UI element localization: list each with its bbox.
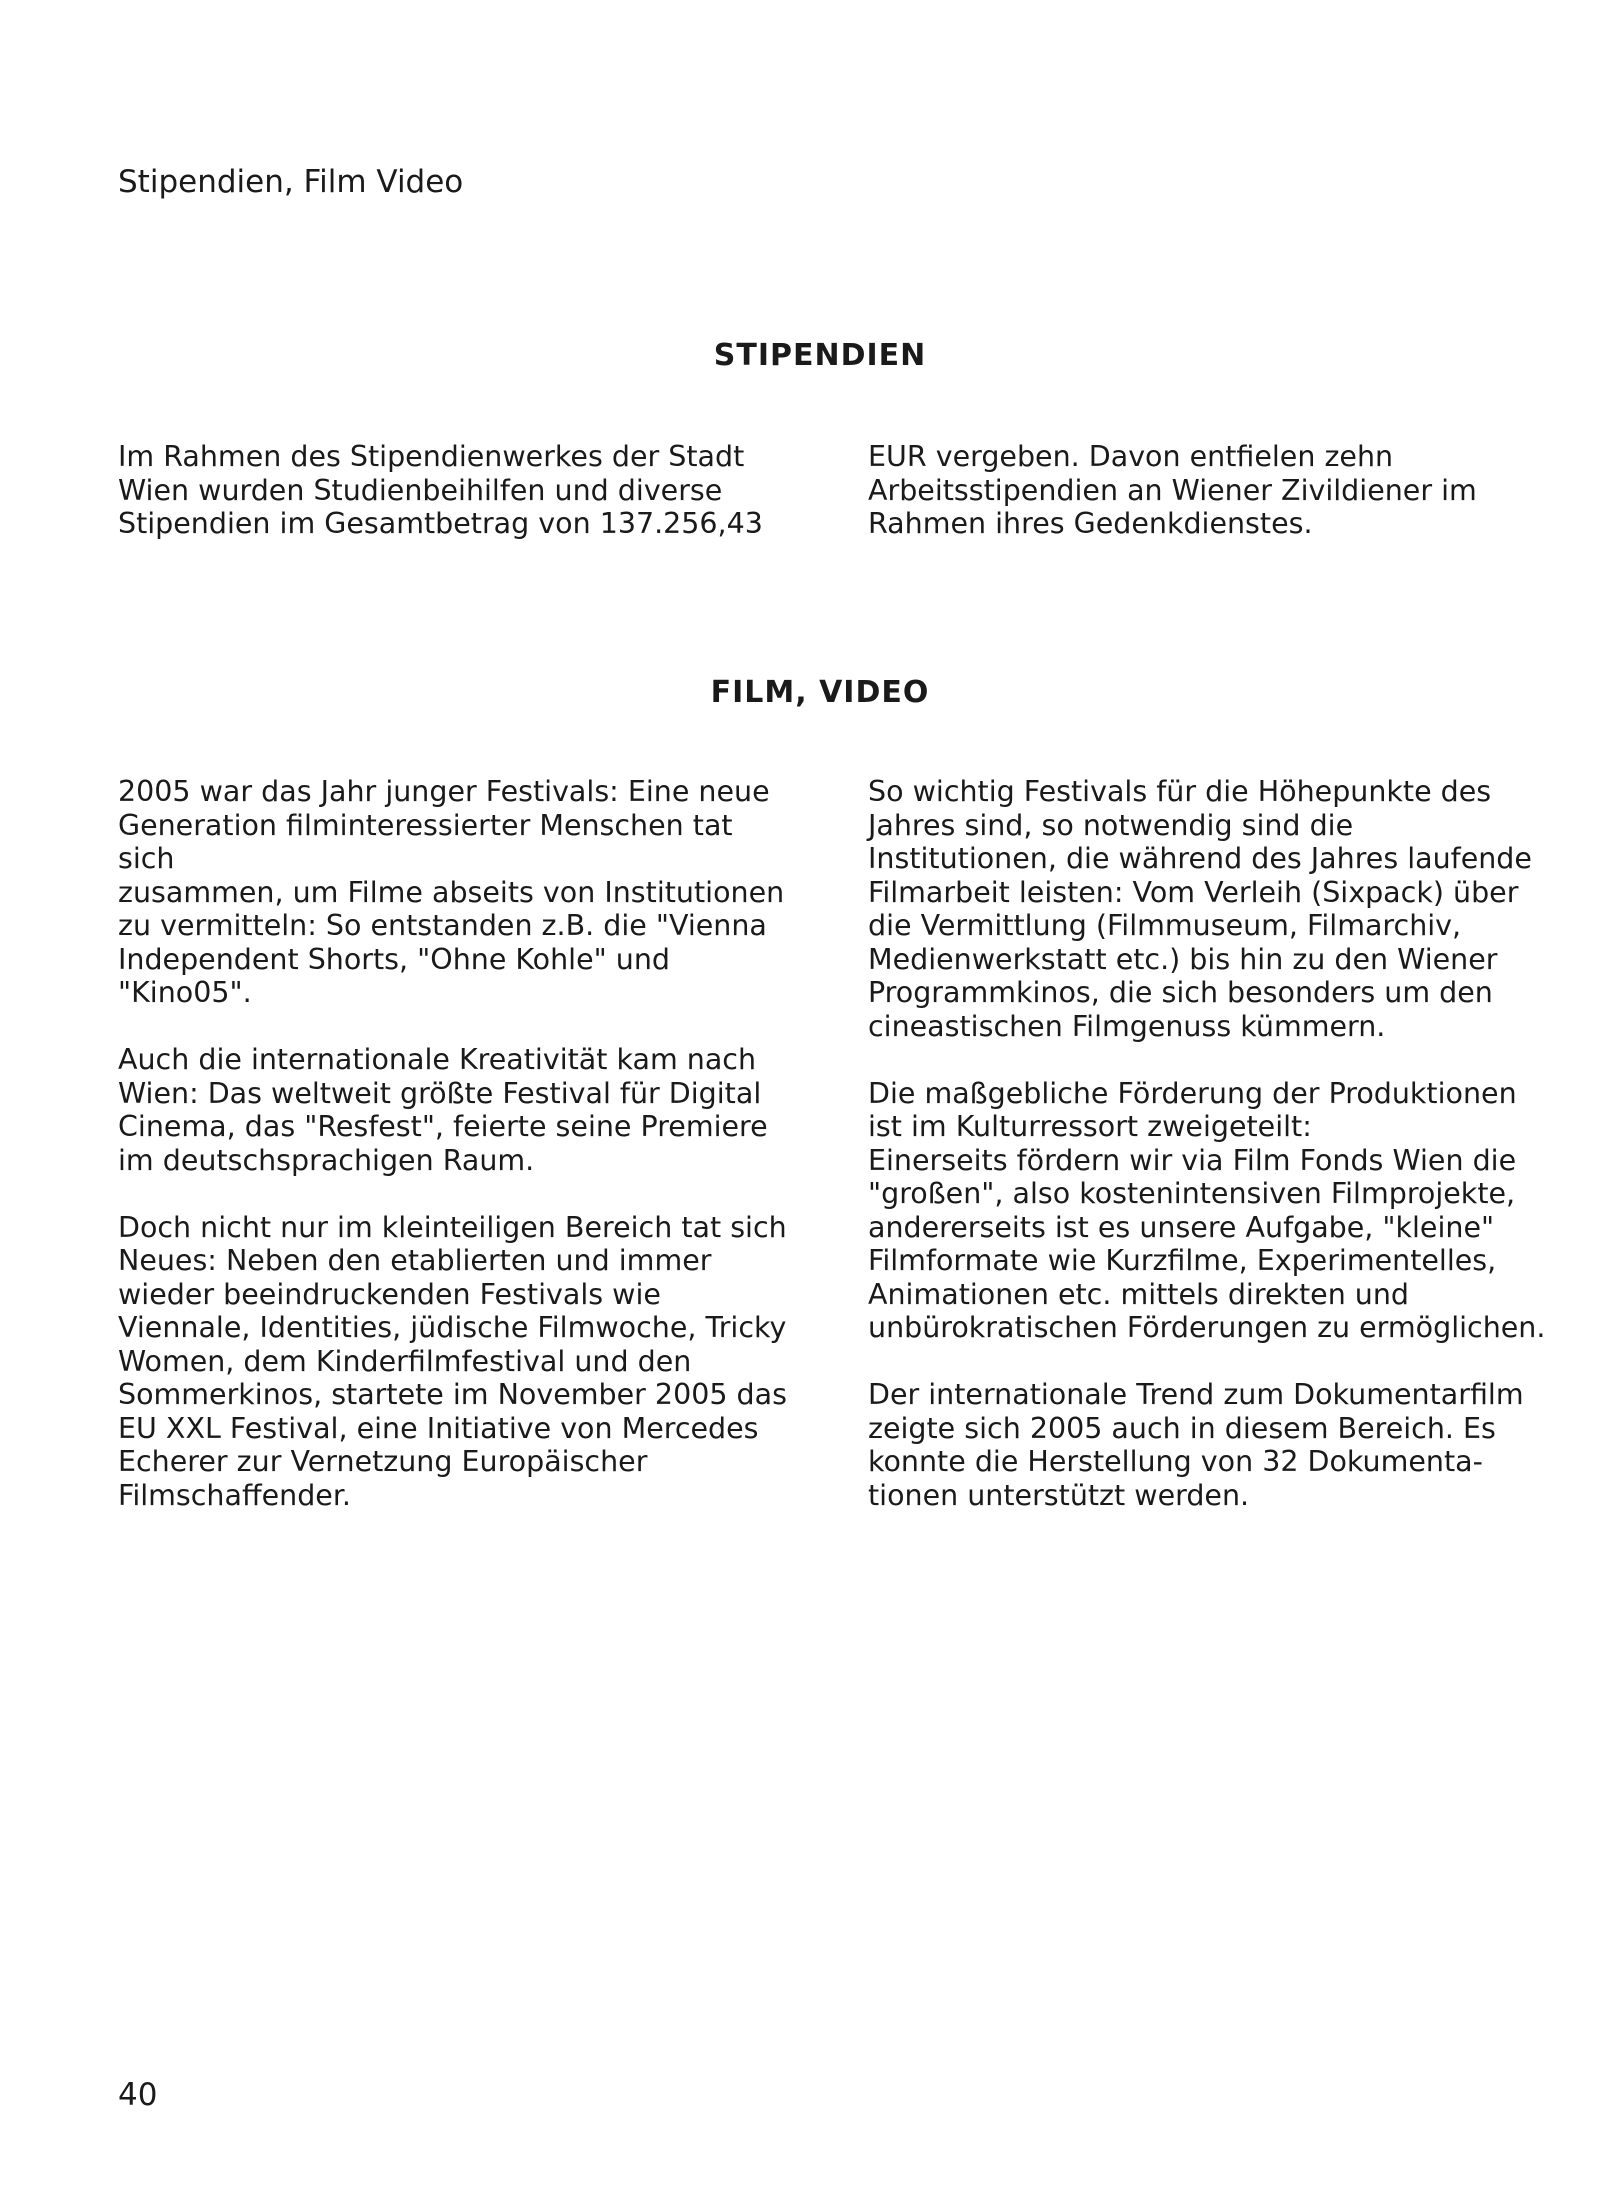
paragraph: EUR vergeben. Davon entfielen zehn Arbeitsstipendien an Wiener Zivildiener im Rahmen ihres Gedenkdienstes.	[868, 440, 1477, 540]
paragraph: Im Rahmen des Stipendienwerkes der Stadt Wien wurden Studienbeihilfen und diverse Stipendien im Gesamtbetrag von 137.256,43	[118, 440, 763, 540]
stipendien-column-right	[868, 440, 1548, 574]
paragraph: Doch nicht nur im kleinteiligen Bereich tat sich Neues: Neben den etablierten und immer wieder beeindruckenden Festivals wie Viennale, Identities, jüdische Filmwoche, Tricky Women, dem Kinderfilmfestival und den Sommerkinos, startete im November 2005 das EU XXL Festival, eine Initiative von Mercedes Echerer zur Vernetzung Europäischer Filmschaffender.	[118, 1210, 787, 1512]
paragraph: So wichtig Festivals für die Höhepunkte des Jahres sind, so notwendig sind die Institutionen, die während des Jahres laufende Filmarbeit leisten: Vom Verleih (Sixpack) über die Vermittlung (Filmmuseum, Filmarchiv, Medienwerkstatt etc.) bis hin zu den Wiener Programmkinos, die sich besonders um den cineastischen Filmgenuss kümmern.	[868, 775, 1532, 1043]
paragraph: Die maßgebliche Förderung der Produktionen ist im Kulturressort zweigeteilt: Einerseits fördern wir via Film Fonds Wien die "großen", also kostenintensiven Filmprojekte, andererseits ist es unsere Aufgabe, "kleine" Filmformate wie Kurzfilme, Experimentelles, Animationen etc. mittels direkten und unbürokratischen Förderungen zu ermöglichen.	[868, 1076, 1546, 1344]
film-column-left	[118, 775, 798, 1546]
page-number: 40	[118, 2077, 158, 2113]
section-heading-film-video: FILM, VIDEO	[710, 675, 930, 710]
paragraph: Der internationale Trend zum Dokumentarfilm zeigte sich 2005 auch in diesem Bereich. Es konnte die Herstellung von 32 Dokumenta- tionen unterstützt werden.	[868, 1378, 1524, 1512]
film-column-right	[868, 775, 1548, 1546]
paragraph: Auch die internationale Kreativität kam nach Wien: Das weltweit größte Festival für Digital Cinema, das "Resfest", feierte seine Premiere im deutschsprachigen Raum.	[118, 1043, 768, 1177]
section-heading-stipendien: STIPENDIEN	[713, 338, 927, 373]
stipendien-column-left	[118, 440, 798, 574]
paragraph: 2005 war das Jahr junger Festivals: Eine neue Generation filminteressierter Menschen tat sich zusammen, um Filme abseits von Institutionen zu vermitteln: So entstanden z.B. die "Vienna Independent Shorts, "Ohne Kohle" und "Kino05".	[118, 775, 785, 1009]
running-head: Stipendien, Film Video	[118, 164, 464, 200]
